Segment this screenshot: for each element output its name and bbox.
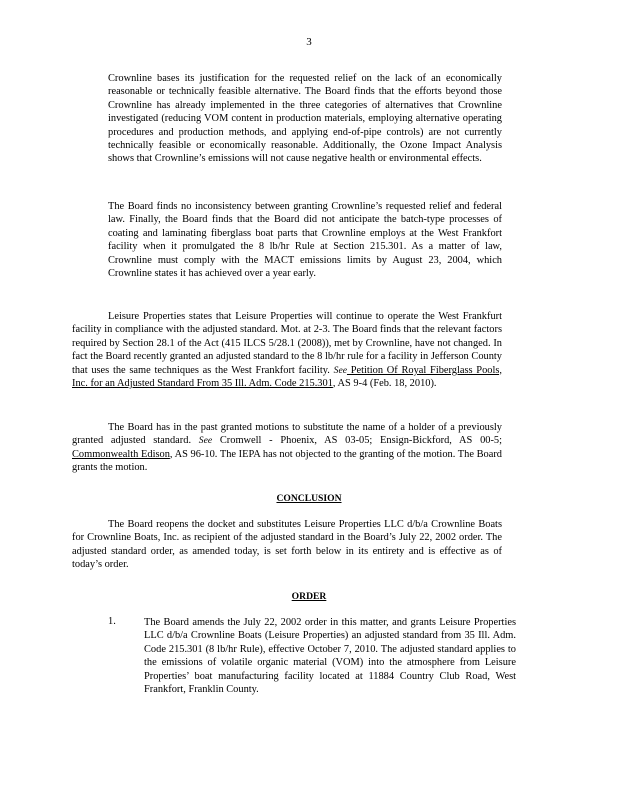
order-item-text: The Board amends the July 22, 2002 order in this matter, and grants Leisure Properties LLC d/b/a Crownline Boats (Leisure Properties) an adjusted standard from 35 Ill. Adm. Code 215.301 (8 lb/hr Rule), effective October 7, 2010. The adjusted standard applies to the emissions of volatile organic material (VOM) into the atmosphere from Leisure Properties’ boat manufacturing facility located at 11884 Country Club Road, West Frankfort, Franklin County. xyxy=(144,617,516,696)
page-number: 3 xyxy=(306,36,312,48)
paragraph-leisure-compliance: Leisure Properties states that Leisure Properties will continue to operate the West Frankfurt facility in compliance with the adjusted standard. Mot. at 2-3. The Board finds that the relevant factors required by Section 28.1 of the Act (415 ILCS 5/28.1 (2008)), met by Crownline, have not changed. In fact the Board recently granted an adjusted standard to the 8 lb/hr rule for a facility in Jefferson County that uses the same techniques as the West Frankfort facility. See Petition Of Royal Fiberglass Pools, Inc. for an Adjusted Standard From 35 Ill. Adm. Code 215.301, AS 9-4 (Feb. 18, 2010). xyxy=(72,311,503,390)
paragraph-justification: Crownline bases its justification for the requested relief on the lack of an economically reasonable or technically feasible alternative. The Board finds that the efforts beyond those Crownline has already implemented in the three categories of alternatives that Crownline investigated (reducing VOM content in production materials, employing alternative operating procedures and production methods, and applying end-of-pipe controls) are not currently technically feasible or economically reasonable. Additionally, the Ozone Impact Analysis shows that Crownline’s emissions will not cause negative health or environmental effects. xyxy=(108,73,502,165)
conclusion-heading: CONCLUSION xyxy=(276,493,342,504)
paragraph-federal-consistency: The Board finds no inconsistency between granting Crownline’s requested relief and federal law. Finally, the Board finds that the Board did not anticipate the batch-type processes of coating and laminating fiberglass boat parts that Crownline employs at the West Frankfort facility when it promulgated the 8 lb/hr Rule at Section 215.301. As a matter of law, Crownline must comply with the MACT emissions limits by August 23, 2004, which Crownline states it has achieved over a year early. xyxy=(108,201,502,280)
order-item-number: 1. xyxy=(108,616,116,627)
paragraph-substitution-precedent: The Board has in the past granted motions to substitute the name of a holder of a previously granted adjusted standard. See Cromwell - Phoenix, AS 03-05; Ensign-Bickford, AS 00-5; Commonwealth Edison, AS 96-10. The IEPA has not objected to the granting of the motion. The Board grants the motion. xyxy=(72,422,503,474)
order-heading: ORDER xyxy=(291,591,327,602)
paragraph-conclusion: The Board reopens the docket and substitutes Leisure Properties LLC d/b/a Crownline Boats for Crownline Boats, Inc. as recipient of the adjusted standard in the Board’s July 22, 2002 order. The adjusted standard order, as amended today, is set forth below in its entirety and is effective as of today’s order. xyxy=(72,519,502,571)
